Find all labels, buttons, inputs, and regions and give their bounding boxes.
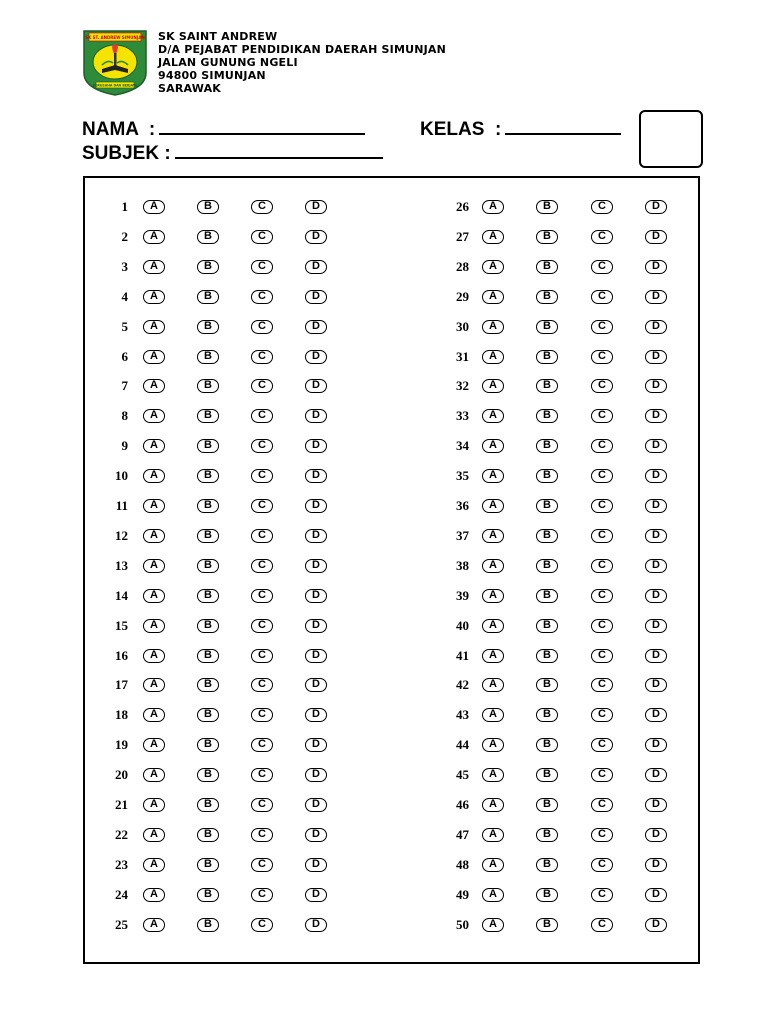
answer-bubble-a[interactable]: A: [143, 320, 165, 334]
answer-bubble-a[interactable]: A: [482, 469, 504, 483]
question-number: 1: [121, 199, 128, 214]
answer-bubble-a[interactable]: A: [143, 858, 165, 872]
answer-bubble-b[interactable]: B: [197, 559, 219, 573]
score-box[interactable]: [639, 110, 703, 168]
answer-bubble-b[interactable]: B: [197, 230, 219, 244]
subjek-blank[interactable]: [175, 141, 383, 159]
answer-bubble-c[interactable]: C: [591, 350, 613, 364]
question-row: [85, 794, 698, 818]
question-number: 3: [121, 258, 128, 274]
answer-bubble-b[interactable]: B: [197, 499, 219, 513]
question-number: 33: [456, 408, 469, 424]
answer-bubble-b[interactable]: B: [536, 589, 558, 603]
question-number: 15: [115, 617, 128, 633]
answer-bubble-a[interactable]: A: [482, 888, 504, 902]
question-row: [85, 704, 698, 728]
question-number: 50: [456, 916, 469, 932]
question-number: 22: [115, 826, 128, 842]
answer-bubble-a[interactable]: A: [482, 260, 504, 274]
answer-bubble-a[interactable]: A: [143, 828, 165, 842]
answer-bubble-b[interactable]: B: [536, 678, 558, 692]
answer-bubble-d[interactable]: D: [305, 798, 327, 812]
question-number: 2: [121, 228, 128, 244]
question-number: 18: [115, 707, 128, 723]
question-number: 27: [456, 228, 469, 244]
answer-bubble-a[interactable]: A: [482, 439, 504, 453]
question-row: [85, 854, 698, 878]
answer-bubble-b[interactable]: B: [197, 379, 219, 393]
answer-bubble-c[interactable]: C: [591, 888, 613, 902]
nama-blank[interactable]: [159, 117, 365, 135]
answer-bubble-d[interactable]: D: [305, 379, 327, 393]
answer-bubble-c[interactable]: C: [251, 290, 273, 304]
answer-bubble-c[interactable]: C: [591, 798, 613, 812]
question-row: [85, 495, 698, 519]
answer-bubble-c[interactable]: C: [591, 828, 613, 842]
answer-bubble-a[interactable]: A: [143, 529, 165, 543]
answer-bubble-a[interactable]: A: [143, 499, 165, 513]
answer-bubble-c[interactable]: C: [251, 828, 273, 842]
answer-bubble-a[interactable]: A: [482, 798, 504, 812]
answer-bubble-a[interactable]: A: [482, 379, 504, 393]
question-row: [85, 286, 698, 310]
answer-bubble-c[interactable]: C: [591, 439, 613, 453]
answer-bubble-c[interactable]: C: [591, 200, 613, 214]
answer-bubble-b[interactable]: B: [536, 469, 558, 483]
question-row: [85, 615, 698, 639]
answer-bubble-c[interactable]: C: [251, 918, 273, 932]
answer-bubble-a[interactable]: A: [482, 559, 504, 573]
question-number: 6: [121, 348, 128, 364]
logo-motto: BERUSAHA DAN BERJAYA: [92, 83, 138, 88]
question-number: 35: [456, 468, 469, 484]
answer-bubble-b[interactable]: B: [536, 350, 558, 364]
answer-bubble-d[interactable]: D: [305, 768, 327, 782]
answer-bubble-b[interactable]: B: [197, 918, 219, 932]
answer-bubble-c[interactable]: C: [591, 738, 613, 752]
question-number: 34: [456, 438, 469, 454]
question-number: 28: [456, 258, 469, 274]
answer-bubble-d[interactable]: D: [305, 858, 327, 872]
question-number: 4: [121, 288, 128, 304]
answer-bubble-d[interactable]: D: [305, 918, 327, 932]
question-number: 48: [456, 856, 469, 872]
subjek-label: SUBJEK :: [82, 143, 171, 164]
question-number: 47: [456, 826, 469, 842]
answer-bubble-a[interactable]: A: [143, 768, 165, 782]
answer-bubble-d[interactable]: D: [645, 708, 667, 722]
answer-bubble-d[interactable]: D: [305, 230, 327, 244]
answer-bubble-a[interactable]: A: [482, 499, 504, 513]
question-number: 23: [115, 856, 128, 872]
question-number: 42: [456, 677, 469, 693]
answer-bubble-d[interactable]: D: [645, 469, 667, 483]
answer-bubble-d[interactable]: D: [645, 200, 667, 214]
question-row: [85, 884, 698, 908]
address-line-1: D/A PEJABAT PENDIDIKAN DAERAH SIMUNJAN: [158, 43, 447, 56]
answer-bubble-d[interactable]: D: [645, 499, 667, 513]
answer-bubble-b[interactable]: B: [197, 589, 219, 603]
answer-bubble-b[interactable]: B: [536, 918, 558, 932]
answer-bubble-d[interactable]: D: [305, 260, 327, 274]
answer-bubble-d[interactable]: D: [645, 439, 667, 453]
question-row: [85, 196, 698, 220]
question-number: 10: [115, 468, 128, 484]
answer-bubble-d[interactable]: D: [305, 350, 327, 364]
answer-bubble-c[interactable]: C: [251, 768, 273, 782]
answer-bubble-d[interactable]: D: [645, 858, 667, 872]
answer-bubble-c[interactable]: C: [591, 499, 613, 513]
answer-bubble-a[interactable]: A: [143, 738, 165, 752]
answer-bubble-d[interactable]: D: [645, 290, 667, 304]
answer-bubble-d[interactable]: D: [645, 678, 667, 692]
logo-banner-text: SK ST. ANDREW SIMUNJAN: [85, 35, 145, 40]
answer-bubble-d[interactable]: D: [645, 589, 667, 603]
answer-bubble-a[interactable]: A: [482, 529, 504, 543]
answer-bubble-a[interactable]: A: [482, 768, 504, 782]
school-name: SK SAINT ANDREW: [158, 30, 278, 43]
answer-bubble-d[interactable]: D: [305, 738, 327, 752]
answer-bubble-c[interactable]: C: [251, 230, 273, 244]
answer-bubble-c[interactable]: C: [591, 678, 613, 692]
answer-bubble-c[interactable]: C: [251, 379, 273, 393]
answer-bubble-d[interactable]: D: [305, 828, 327, 842]
answer-bubble-b[interactable]: B: [536, 768, 558, 782]
answer-bubble-a[interactable]: A: [482, 320, 504, 334]
answer-bubble-a[interactable]: A: [143, 918, 165, 932]
question-row: [85, 645, 698, 669]
answer-bubble-c[interactable]: C: [251, 678, 273, 692]
answer-bubble-d[interactable]: D: [645, 350, 667, 364]
answer-bubble-d[interactable]: D: [305, 708, 327, 722]
answer-bubble-d[interactable]: D: [305, 439, 327, 453]
answer-bubble-d[interactable]: D: [645, 738, 667, 752]
answer-bubble-a[interactable]: A: [482, 200, 504, 214]
answer-bubble-d[interactable]: D: [645, 559, 667, 573]
question-row: [85, 256, 698, 280]
answer-bubble-d[interactable]: D: [305, 559, 327, 573]
answer-bubble-d[interactable]: D: [305, 678, 327, 692]
question-number: 39: [456, 587, 469, 603]
question-row: [85, 435, 698, 459]
answer-bubble-d[interactable]: D: [305, 888, 327, 902]
school-logo: [82, 29, 148, 97]
answer-bubble-c[interactable]: C: [591, 529, 613, 543]
answer-bubble-b[interactable]: B: [197, 858, 219, 872]
answer-bubble-c[interactable]: C: [251, 708, 273, 722]
question-number: 11: [115, 498, 128, 513]
answer-bubble-c[interactable]: C: [591, 230, 613, 244]
answer-bubble-b[interactable]: B: [197, 290, 219, 304]
answer-bubble-a[interactable]: A: [143, 469, 165, 483]
question-number: 9: [121, 438, 128, 454]
answer-bubble-b[interactable]: B: [536, 798, 558, 812]
answer-bubble-c[interactable]: C: [251, 350, 273, 364]
answer-bubble-a[interactable]: A: [482, 350, 504, 364]
answer-bubble-a[interactable]: A: [482, 858, 504, 872]
question-row: [85, 674, 698, 698]
answer-bubble-b[interactable]: B: [536, 230, 558, 244]
answer-bubble-c[interactable]: C: [591, 858, 613, 872]
school-address: [158, 30, 446, 95]
question-number: 8: [121, 408, 128, 424]
answer-bubble-d[interactable]: D: [645, 828, 667, 842]
question-number: 24: [115, 886, 128, 902]
answer-bubble-b[interactable]: B: [536, 409, 558, 423]
answer-bubble-b[interactable]: B: [197, 200, 219, 214]
question-number: 7: [121, 378, 128, 394]
answer-bubble-a[interactable]: A: [482, 918, 504, 932]
answer-bubble-d[interactable]: D: [645, 918, 667, 932]
answer-bubble-b[interactable]: B: [536, 260, 558, 274]
answer-sheet: [83, 176, 700, 964]
question-row: [85, 555, 698, 579]
answer-bubble-c[interactable]: C: [251, 798, 273, 812]
question-number: 25: [115, 916, 128, 932]
question-number: 5: [121, 318, 128, 334]
answer-bubble-c[interactable]: C: [591, 768, 613, 782]
answer-bubble-d[interactable]: D: [645, 230, 667, 244]
answer-bubble-b[interactable]: B: [197, 439, 219, 453]
answer-bubble-c[interactable]: C: [591, 918, 613, 932]
answer-bubble-b[interactable]: B: [197, 619, 219, 633]
answer-bubble-b[interactable]: B: [197, 409, 219, 423]
answer-bubble-c[interactable]: C: [251, 559, 273, 573]
answer-bubble-a[interactable]: A: [143, 649, 165, 663]
answer-bubble-c[interactable]: C: [251, 858, 273, 872]
answer-bubble-b[interactable]: B: [197, 798, 219, 812]
answer-bubble-c[interactable]: C: [591, 559, 613, 573]
answer-bubble-d[interactable]: D: [305, 649, 327, 663]
answer-bubble-a[interactable]: A: [143, 379, 165, 393]
answer-bubble-b[interactable]: B: [536, 559, 558, 573]
address-line-2: JALAN GUNUNG NGELI: [158, 56, 298, 69]
answer-bubble-a[interactable]: A: [143, 439, 165, 453]
answer-bubble-d[interactable]: D: [305, 409, 327, 423]
question-number: 32: [456, 378, 469, 394]
answer-bubble-d[interactable]: D: [305, 469, 327, 483]
answer-bubble-c[interactable]: C: [251, 589, 273, 603]
address-line-4: SARAWAK: [158, 82, 222, 95]
question-number: 31: [456, 348, 469, 364]
answer-bubble-d[interactable]: D: [645, 649, 667, 663]
question-number: 12: [115, 527, 128, 543]
question-row: [85, 824, 698, 848]
address-line-3: 94800 SIMUNJAN: [158, 69, 266, 82]
answer-bubble-b[interactable]: B: [536, 828, 558, 842]
answer-bubble-a[interactable]: A: [143, 559, 165, 573]
answer-bubble-b[interactable]: B: [197, 888, 219, 902]
answer-bubble-d[interactable]: D: [305, 200, 327, 214]
question-number: 43: [456, 707, 469, 723]
question-row: [85, 585, 698, 609]
answer-bubble-b[interactable]: B: [197, 320, 219, 334]
answer-bubble-b[interactable]: B: [197, 350, 219, 364]
answer-bubble-d[interactable]: D: [645, 260, 667, 274]
answer-bubble-d[interactable]: D: [645, 409, 667, 423]
question-number: 46: [456, 797, 469, 812]
answer-bubble-b[interactable]: B: [536, 708, 558, 722]
kelas-label: KELAS :: [420, 119, 502, 140]
answer-bubble-c[interactable]: C: [591, 379, 613, 393]
answer-bubble-a[interactable]: A: [143, 290, 165, 304]
answer-bubble-d[interactable]: D: [645, 768, 667, 782]
question-row: [85, 405, 698, 429]
question-row: [85, 734, 698, 758]
question-row: [85, 525, 698, 549]
answer-bubble-d[interactable]: D: [305, 619, 327, 633]
question-row: [85, 346, 698, 370]
answer-bubble-b[interactable]: B: [536, 200, 558, 214]
answer-bubble-c[interactable]: C: [251, 888, 273, 902]
answer-bubble-c[interactable]: C: [251, 409, 273, 423]
answer-bubble-c[interactable]: C: [251, 529, 273, 543]
answer-bubble-a[interactable]: A: [143, 350, 165, 364]
answer-bubble-a[interactable]: A: [143, 678, 165, 692]
answer-bubble-d[interactable]: D: [305, 589, 327, 603]
question-number: 21: [115, 797, 128, 812]
answer-bubble-b[interactable]: B: [536, 858, 558, 872]
question-row: [85, 375, 698, 399]
question-number: 40: [456, 617, 469, 633]
answer-bubble-a[interactable]: A: [143, 888, 165, 902]
answer-bubble-d[interactable]: D: [305, 320, 327, 334]
answer-bubble-b[interactable]: B: [197, 678, 219, 692]
answer-bubble-a[interactable]: A: [482, 619, 504, 633]
answer-bubble-b[interactable]: B: [197, 828, 219, 842]
answer-bubble-c[interactable]: C: [251, 469, 273, 483]
answer-bubble-b[interactable]: B: [197, 649, 219, 663]
answer-bubble-c[interactable]: C: [251, 649, 273, 663]
question-number: 36: [456, 498, 469, 513]
answer-bubble-c[interactable]: C: [251, 499, 273, 513]
question-row: [85, 764, 698, 788]
answer-bubble-b[interactable]: B: [536, 888, 558, 902]
answer-bubble-c[interactable]: C: [251, 260, 273, 274]
answer-bubble-a[interactable]: A: [143, 260, 165, 274]
answer-bubble-a[interactable]: A: [482, 290, 504, 304]
answer-bubble-c[interactable]: C: [591, 469, 613, 483]
answer-bubble-b[interactable]: B: [536, 290, 558, 304]
answer-bubble-d[interactable]: D: [645, 379, 667, 393]
question-number: 44: [456, 737, 469, 753]
answer-bubble-c[interactable]: C: [591, 708, 613, 722]
answer-bubble-a[interactable]: A: [482, 589, 504, 603]
answer-bubble-d[interactable]: D: [305, 529, 327, 543]
answer-bubble-b[interactable]: B: [536, 649, 558, 663]
question-row: [85, 465, 698, 489]
answer-bubble-c[interactable]: C: [591, 649, 613, 663]
answer-bubble-a[interactable]: A: [482, 230, 504, 244]
answer-bubble-b[interactable]: B: [197, 738, 219, 752]
answer-bubble-a[interactable]: A: [143, 230, 165, 244]
answer-bubble-c[interactable]: C: [251, 738, 273, 752]
question-number: 30: [456, 318, 469, 334]
question-number: 38: [456, 557, 469, 573]
answer-bubble-c[interactable]: C: [251, 200, 273, 214]
answer-bubble-c[interactable]: C: [591, 619, 613, 633]
answer-bubble-b[interactable]: B: [536, 320, 558, 334]
question-number: 16: [115, 647, 128, 663]
answer-bubble-c[interactable]: C: [591, 409, 613, 423]
nama-label: NAMA :: [82, 119, 156, 140]
answer-bubble-d[interactable]: D: [645, 798, 667, 812]
answer-bubble-a[interactable]: A: [143, 798, 165, 812]
answer-bubble-a[interactable]: A: [143, 619, 165, 633]
answer-bubble-a[interactable]: A: [143, 200, 165, 214]
answer-bubble-b[interactable]: B: [197, 768, 219, 782]
answer-bubble-b[interactable]: B: [536, 439, 558, 453]
question-number: 37: [456, 527, 469, 543]
question-number: 49: [456, 886, 469, 902]
answer-bubble-d[interactable]: D: [645, 888, 667, 902]
answer-bubble-b[interactable]: B: [536, 529, 558, 543]
question-number: 14: [115, 587, 128, 603]
answer-bubble-d[interactable]: D: [305, 499, 327, 513]
answer-bubble-c[interactable]: C: [591, 260, 613, 274]
question-number: 41: [456, 647, 469, 663]
kelas-blank[interactable]: [505, 117, 621, 135]
question-number: 19: [115, 737, 128, 753]
answer-bubble-b[interactable]: B: [536, 499, 558, 513]
answer-bubble-a[interactable]: A: [143, 708, 165, 722]
question-number: 26: [456, 199, 469, 214]
nama-field[interactable]: [82, 117, 365, 141]
answer-bubble-a[interactable]: A: [482, 409, 504, 423]
question-number: 20: [115, 767, 128, 783]
answer-bubble-b[interactable]: B: [536, 379, 558, 393]
answer-bubble-b[interactable]: B: [197, 469, 219, 483]
answer-bubble-b[interactable]: B: [536, 738, 558, 752]
answer-bubble-d[interactable]: D: [645, 619, 667, 633]
answer-bubble-c[interactable]: C: [591, 320, 613, 334]
answer-bubble-d[interactable]: D: [305, 290, 327, 304]
answer-bubble-c[interactable]: C: [251, 619, 273, 633]
question-row: [85, 316, 698, 340]
answer-bubble-c[interactable]: C: [251, 320, 273, 334]
answer-bubble-b[interactable]: B: [197, 260, 219, 274]
answer-bubble-a[interactable]: A: [482, 649, 504, 663]
question-number: 45: [456, 767, 469, 783]
answer-bubble-b[interactable]: B: [536, 619, 558, 633]
answer-bubble-c[interactable]: C: [591, 290, 613, 304]
question-row: [85, 226, 698, 250]
answer-bubble-b[interactable]: B: [197, 529, 219, 543]
subjek-field[interactable]: [82, 141, 383, 165]
answer-bubble-a[interactable]: A: [482, 708, 504, 722]
question-number: 29: [456, 288, 469, 304]
answer-bubble-d[interactable]: D: [645, 320, 667, 334]
kelas-field[interactable]: [420, 117, 621, 141]
question-number: 13: [115, 557, 128, 573]
answer-bubble-a[interactable]: A: [482, 738, 504, 752]
answer-bubble-a[interactable]: A: [482, 828, 504, 842]
question-number: 17: [115, 677, 128, 693]
answer-bubble-b[interactable]: B: [197, 708, 219, 722]
answer-bubble-c[interactable]: C: [591, 589, 613, 603]
answer-bubble-c[interactable]: C: [251, 439, 273, 453]
answer-bubble-a[interactable]: A: [482, 678, 504, 692]
question-row: [85, 914, 698, 938]
answer-bubble-d[interactable]: D: [645, 529, 667, 543]
answer-bubble-a[interactable]: A: [143, 409, 165, 423]
answer-bubble-a[interactable]: A: [143, 589, 165, 603]
